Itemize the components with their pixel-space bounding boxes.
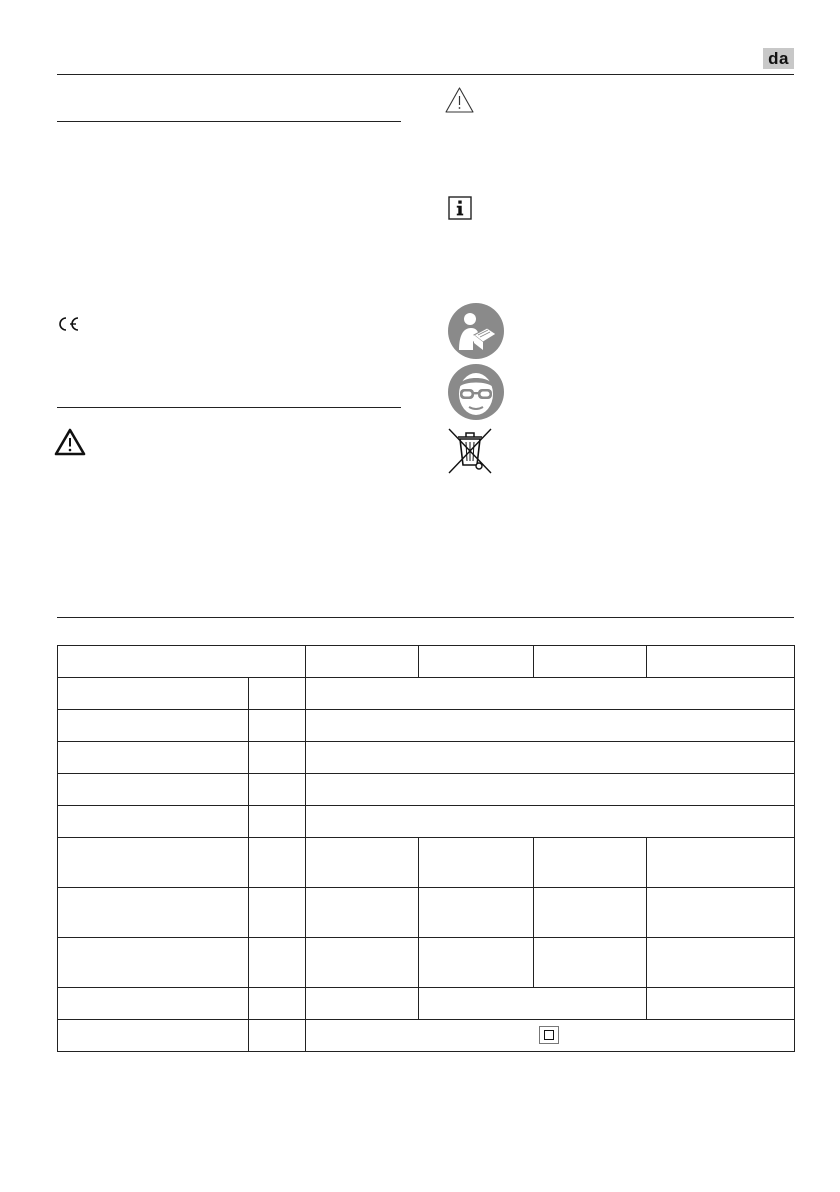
table-cell xyxy=(306,838,419,888)
table-cell xyxy=(647,838,795,888)
table-row xyxy=(58,938,795,988)
section-rule-3 xyxy=(57,617,794,618)
table-cell xyxy=(58,988,249,1020)
table-cell xyxy=(419,938,534,988)
table-row xyxy=(58,742,795,774)
technical-data-table xyxy=(57,645,795,1052)
table-cell xyxy=(306,988,419,1020)
table-cell xyxy=(249,742,306,774)
table-cell xyxy=(249,806,306,838)
table-cell xyxy=(249,938,306,988)
table-cell xyxy=(534,646,647,678)
table-cell xyxy=(647,988,795,1020)
table-cell xyxy=(534,938,647,988)
table-cell xyxy=(58,774,249,806)
warning-triangle-icon xyxy=(54,428,86,456)
crossed-out-bin-icon xyxy=(446,425,494,475)
table-cell xyxy=(58,838,249,888)
section-rule-2 xyxy=(57,407,401,408)
table-cell xyxy=(58,742,249,774)
eye-protection-icon xyxy=(447,363,505,421)
table-cell xyxy=(306,1020,795,1052)
table-cell xyxy=(58,938,249,988)
table-row xyxy=(58,838,795,888)
header-rule xyxy=(57,74,794,75)
table-row xyxy=(58,774,795,806)
table-row xyxy=(58,1020,795,1052)
table-cell xyxy=(58,806,249,838)
table-row xyxy=(58,678,795,710)
language-badge: da xyxy=(763,48,794,69)
table-cell xyxy=(419,646,534,678)
table-cell xyxy=(58,1020,249,1052)
table-cell xyxy=(306,938,419,988)
table-cell xyxy=(534,838,647,888)
table-cell xyxy=(249,888,306,938)
info-icon xyxy=(448,196,472,220)
table-cell xyxy=(249,1020,306,1052)
table-cell xyxy=(534,888,647,938)
section-rule-1 xyxy=(57,121,401,122)
table-cell xyxy=(306,774,795,806)
table-cell xyxy=(647,888,795,938)
table-row xyxy=(58,710,795,742)
double-insulation-icon xyxy=(539,1026,559,1044)
table-row xyxy=(58,988,795,1020)
table-cell xyxy=(306,678,795,710)
table-cell xyxy=(306,806,795,838)
table-cell xyxy=(58,678,249,710)
table-cell xyxy=(419,888,534,938)
table-cell xyxy=(419,838,534,888)
table-row xyxy=(58,806,795,838)
table-cell xyxy=(306,646,419,678)
table-cell xyxy=(647,938,795,988)
table-cell xyxy=(249,710,306,742)
table-cell xyxy=(249,988,306,1020)
table-cell xyxy=(306,710,795,742)
table-cell xyxy=(58,710,249,742)
table-cell xyxy=(249,678,306,710)
table-cell xyxy=(249,774,306,806)
table-cell xyxy=(249,838,306,888)
table-cell xyxy=(419,988,647,1020)
table-cell xyxy=(306,888,419,938)
table-cell xyxy=(58,888,249,938)
table-row xyxy=(58,888,795,938)
warning-triangle-icon xyxy=(444,86,475,114)
table-cell xyxy=(58,646,306,678)
read-manual-icon xyxy=(447,302,505,360)
ce-mark-icon xyxy=(55,316,81,332)
table-cell xyxy=(306,742,795,774)
table-cell xyxy=(647,646,795,678)
table-header-row xyxy=(58,646,795,678)
